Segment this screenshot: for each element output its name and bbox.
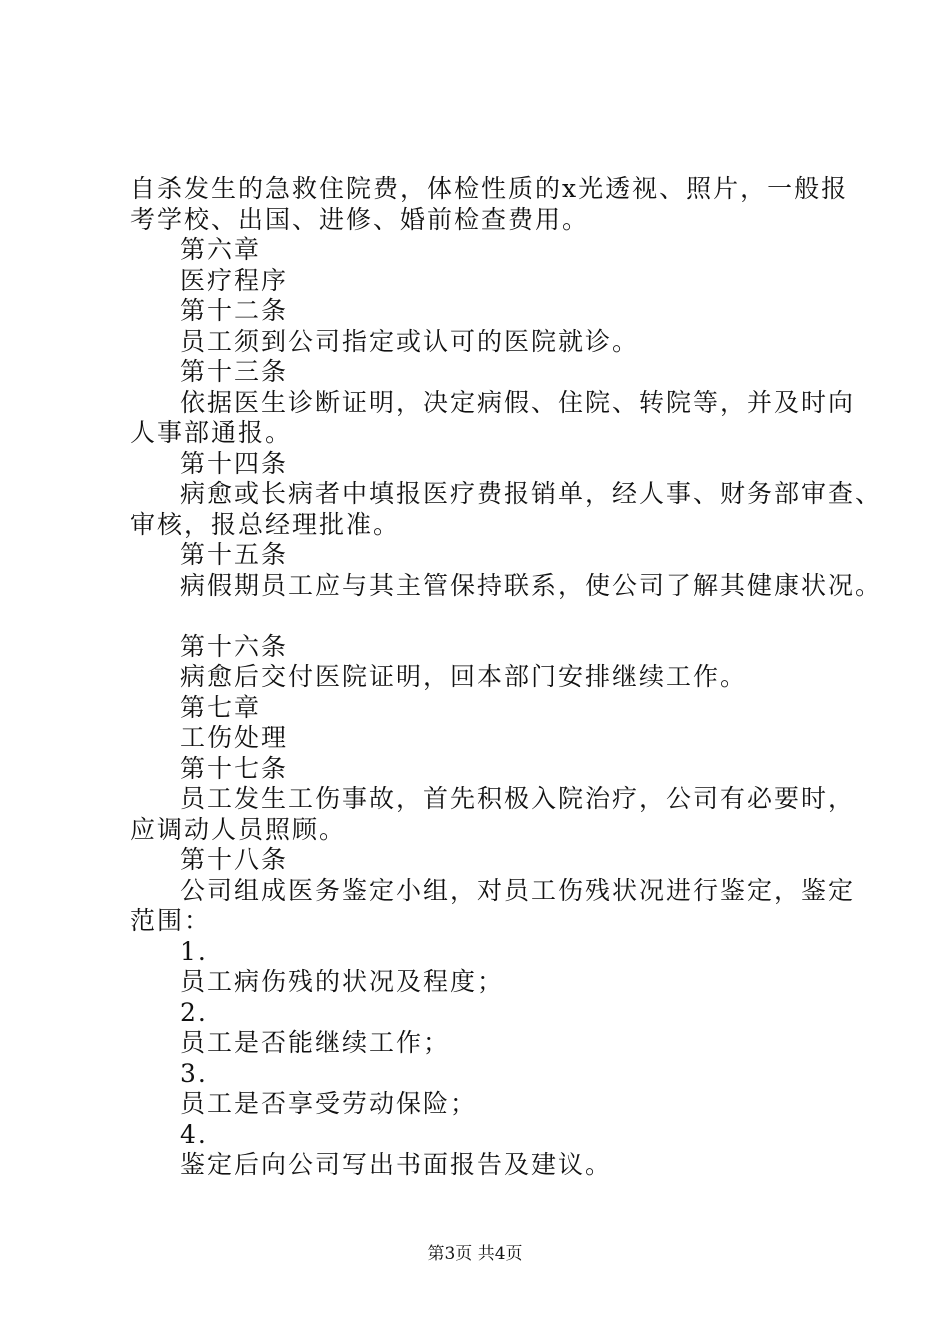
text-line: 第十三条: [180, 357, 289, 386]
text-line: 应调动人员照顾。: [130, 814, 347, 844]
text-line: 依据医生诊断证明，决定病假、住院、转院等，并及时向: [180, 387, 856, 417]
text-line: 工伤处理: [180, 723, 289, 752]
text-line: 第七章: [180, 692, 262, 722]
text-line: 3.: [180, 1058, 208, 1088]
text-line: 考学校、出国、进修、婚前检查费用。: [130, 204, 590, 234]
text-line: 审核，报总经理批准。: [130, 509, 401, 539]
text-line: 1.: [180, 936, 208, 966]
text-line: 第十五条: [180, 540, 289, 569]
text-line: 公司组成医务鉴定小组，对员工伤残状况进行鉴定，鉴定: [180, 875, 856, 905]
text-line: 病假期员工应与其主管保持联系，使公司了解其健康状况。: [180, 570, 883, 600]
text-line: 鉴定后向公司写出书面报告及建议。: [180, 1150, 613, 1179]
text-line: 人事部通报。: [130, 418, 293, 447]
page-footer: 第3页 共4页: [427, 1244, 523, 1264]
text-line: 员工是否享受劳动保险；: [180, 1089, 478, 1118]
text-line: 第十八条: [180, 845, 289, 874]
text-line: 自杀发生的急救住院费，体检性质的x光透视、照片，一般报: [130, 174, 849, 203]
text-line: 第十六条: [180, 631, 289, 661]
text-line: 4.: [180, 1119, 208, 1149]
text-line: 第六章: [180, 235, 262, 264]
text-line: 范围：: [130, 906, 212, 935]
text-line: 第十四条: [180, 448, 289, 478]
text-line: 第十七条: [180, 753, 289, 783]
text-line: 员工发生工伤事故，首先积极入院治疗，公司有必要时，: [180, 784, 856, 813]
text-line: 员工须到公司指定或认可的医院就诊。: [180, 326, 640, 356]
document-body: [130, 174, 883, 1181]
text-line: 第十二条: [180, 296, 289, 325]
text-line: 病愈或长病者中填报医疗费报销单，经人事、财务部审查、: [180, 479, 883, 508]
text-line: 2.: [180, 997, 208, 1027]
text-line: 医疗程序: [180, 265, 289, 295]
text-line: 病愈后交付医院证明，回本部门安排继续工作。: [180, 662, 748, 691]
blank-line: [130, 601, 840, 632]
text-line: 员工病伤残的状况及程度；: [180, 967, 505, 996]
text-line: 员工是否能继续工作；: [180, 1028, 451, 1057]
